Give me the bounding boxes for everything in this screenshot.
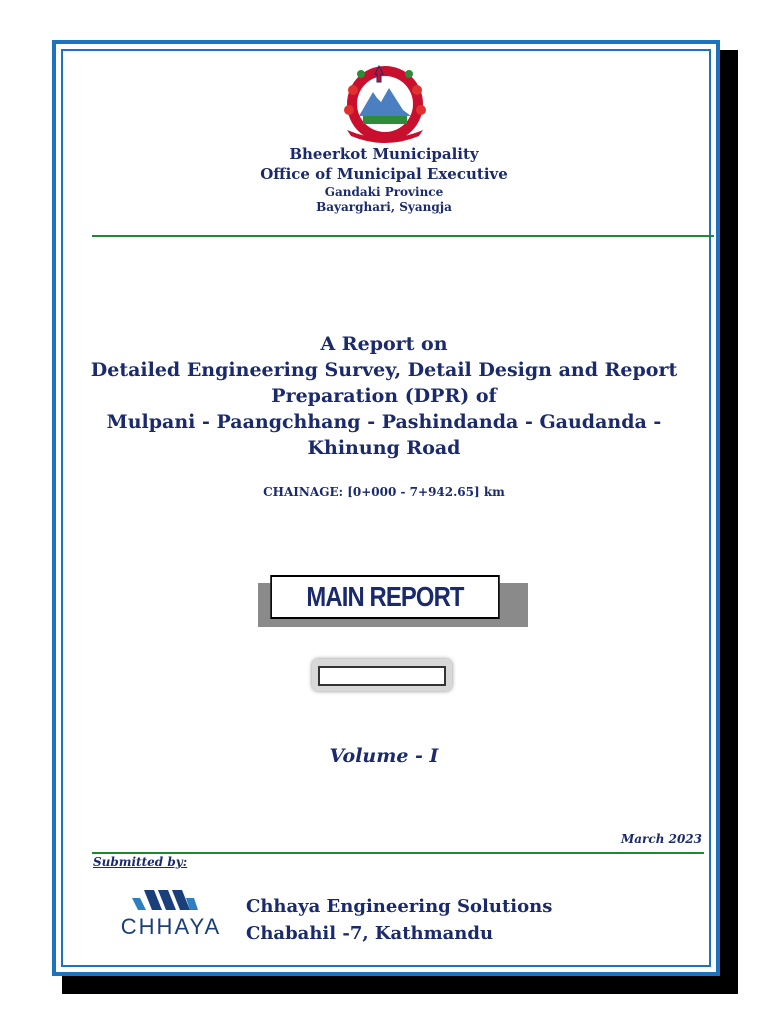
office-name: Office of Municipal Executive — [260, 165, 508, 183]
logo-text: CHHAYA — [120, 914, 222, 939]
header-divider — [92, 235, 714, 237]
office-address: Bayarghari, Syangja — [316, 200, 452, 214]
report-title-line-1: A Report on — [320, 333, 448, 355]
report-title-line-5: Khinung Road — [307, 437, 461, 459]
company-block — [246, 893, 552, 947]
chainage-text: CHAINAGE: [0+000 - 7+942.65] km — [263, 485, 505, 499]
volume-label: Volume - I — [329, 745, 439, 767]
blank-label-box-inner — [318, 666, 446, 686]
main-report-label: MAIN REPORT — [270, 575, 500, 619]
municipality-name: Bheerkot Municipality — [289, 145, 479, 163]
company-name: Chhaya Engineering Solutions — [246, 896, 553, 917]
nepal-emblem-icon — [333, 60, 437, 144]
company-address: Chabahil -7, Kathmandu — [246, 923, 494, 944]
report-title-line-2: Detailed Engineering Survey, Detail Design and Report — [90, 359, 678, 381]
footer-divider — [92, 852, 704, 854]
blank-label-box — [312, 659, 452, 691]
province-name: Gandaki Province — [324, 185, 444, 199]
report-title-line-3: Preparation (DPR) of — [271, 385, 497, 407]
report-date: March 2023 — [621, 832, 702, 846]
report-title-line-4: Mulpani - Paangchhang - Pashindanda - Gaudanda - — [106, 411, 662, 433]
submitted-by-label: Submitted by: — [93, 855, 188, 869]
chhaya-logo-icon — [110, 884, 232, 942]
